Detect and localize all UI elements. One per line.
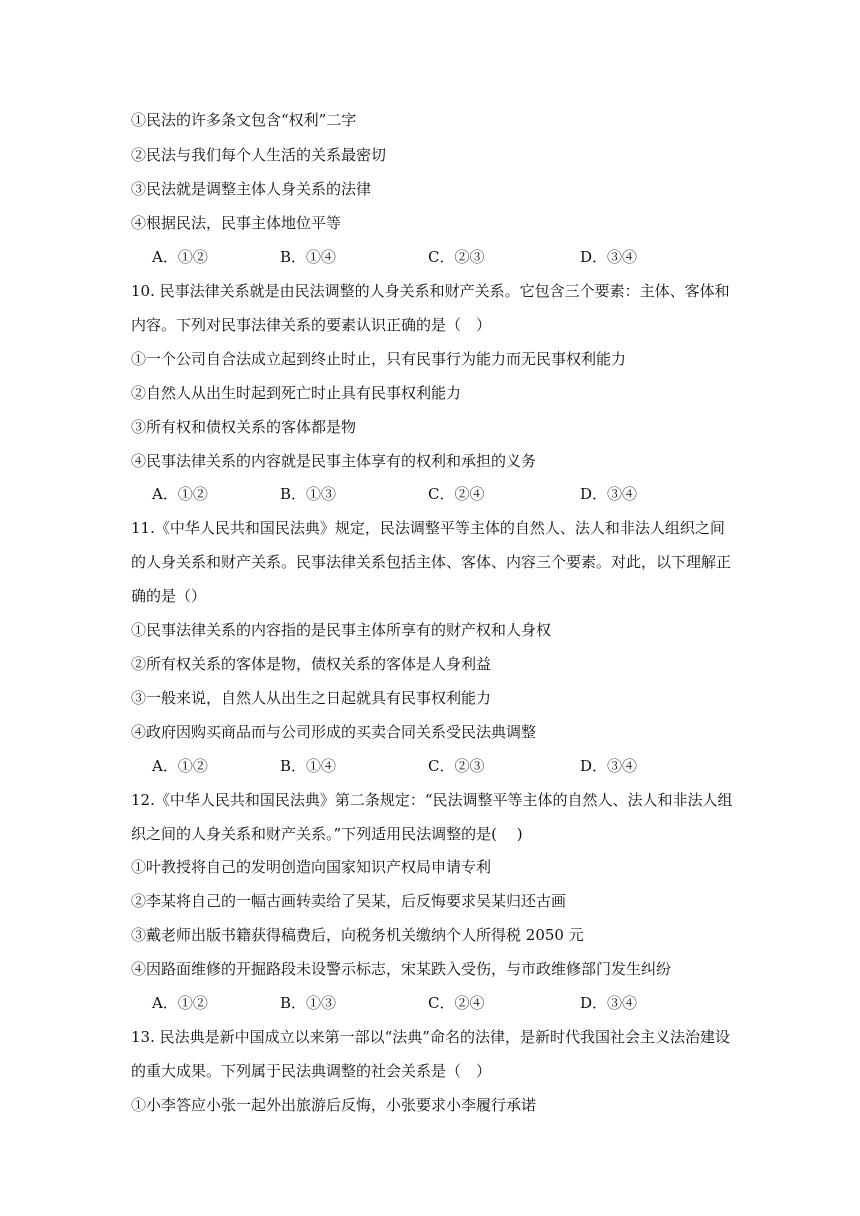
statement-line: ①叶教授将自己的发明创造向国家知识产权局申请专利 — [131, 858, 492, 876]
option-d: D．③④ — [580, 248, 638, 266]
statement-line: ①一个公司自合法成立起到终止时止，只有民事行为能力而无民事权利能力 — [131, 350, 627, 368]
statement-line: ①民法的许多条文包含“权利”二字 — [131, 111, 357, 129]
option-b: B．①③ — [280, 994, 337, 1012]
option-a: A．①② — [152, 248, 208, 266]
question-10-stem: 10. 民事法律关系就是由民法调整的人身关系和财产关系。它包含三个要素：主体、客体和 — [131, 282, 730, 300]
option-c: C．②③ — [428, 248, 485, 266]
option-b: B．①④ — [280, 248, 337, 266]
option-b: B．①③ — [280, 485, 337, 503]
question-12-stem: 12.《中华人民共和国民法典》第二条规定：“民法调整平等主体的自然人、法人和非法人组 — [131, 791, 733, 809]
statement-line: ②民法与我们每个人生活的关系最密切 — [131, 146, 387, 164]
statement-line: ③民法就是调整主体人身关系的法律 — [131, 180, 372, 198]
option-a: A．①② — [152, 757, 208, 775]
statement-line: ④因路面维修的开掘路段未设警示标志，宋某跌入受伤，与市政维修部门发生纠纷 — [131, 960, 672, 978]
statement-line: ④政府因购买商品而与公司形成的买卖合同关系受民法典调整 — [131, 723, 537, 741]
option-a: A．①② — [152, 994, 208, 1012]
question-13-stem: 的重大成果。下列属于民法典调整的社会关系是（ ） — [131, 1062, 492, 1080]
question-13-stem: 13. 民法典是新中国成立以来第一部以“法典”命名的法律，是新时代我国社会主义法治建设 — [131, 1028, 730, 1046]
answer-options — [152, 247, 712, 267]
option-a: A．①② — [152, 485, 208, 503]
answer-options — [152, 484, 712, 504]
statement-line: ④民事法律关系的内容就是民事主体享有的权利和承担的义务 — [131, 452, 537, 470]
statement-line: ①民事法律关系的内容指的是民事主体所享有的财产权和人身权 — [131, 621, 552, 639]
question-11-stem: 确的是（） — [131, 587, 207, 605]
statement-line: ③一般来说，自然人从出生之日起就具有民事权利能力 — [131, 689, 492, 707]
question-12-stem: 织之间的人身关系和财产关系。”下列适用民法调整的是( ) — [131, 825, 523, 843]
statement-line: ②所有权关系的客体是物，债权关系的客体是人身利益 — [131, 655, 492, 673]
question-11-stem: 11.《中华人民共和国民法典》规定，民法调整平等主体的自然人、法人和非法人组织之间 — [131, 519, 725, 537]
option-c: C．②④ — [428, 994, 485, 1012]
statement-line: ②李某将自己的一幅古画转卖给了吴某，后反悔要求吴某归还古画 — [131, 892, 567, 910]
option-b: B．①④ — [280, 757, 337, 775]
statement-line: ③所有权和债权关系的客体都是物 — [131, 418, 357, 436]
question-11-stem: 的人身关系和财产关系。民事法律关系包括主体、客体、内容三个要素。对此，以下理解正 — [131, 553, 732, 571]
answer-options — [152, 756, 712, 776]
option-d: D．③④ — [580, 757, 638, 775]
option-c: C．②④ — [428, 485, 485, 503]
statement-line: ①小李答应小张一起外出旅游后反悔，小张要求小李履行承诺 — [131, 1096, 537, 1114]
option-d: D．③④ — [580, 994, 638, 1012]
statement-line: ④根据民法，民事主体地位平等 — [131, 214, 342, 232]
answer-options — [152, 993, 712, 1013]
statement-line: ③戴老师出版书籍获得稿费后，向税务机关缴纳个人所得税 2050 元 — [131, 926, 584, 944]
statement-line: ②自然人从出生时起到死亡时止具有民事权利能力 — [131, 384, 462, 402]
option-d: D．③④ — [580, 485, 638, 503]
option-c: C．②③ — [428, 757, 485, 775]
question-10-stem: 内容。下列对民事法律关系的要素认识正确的是（ ） — [131, 316, 492, 334]
